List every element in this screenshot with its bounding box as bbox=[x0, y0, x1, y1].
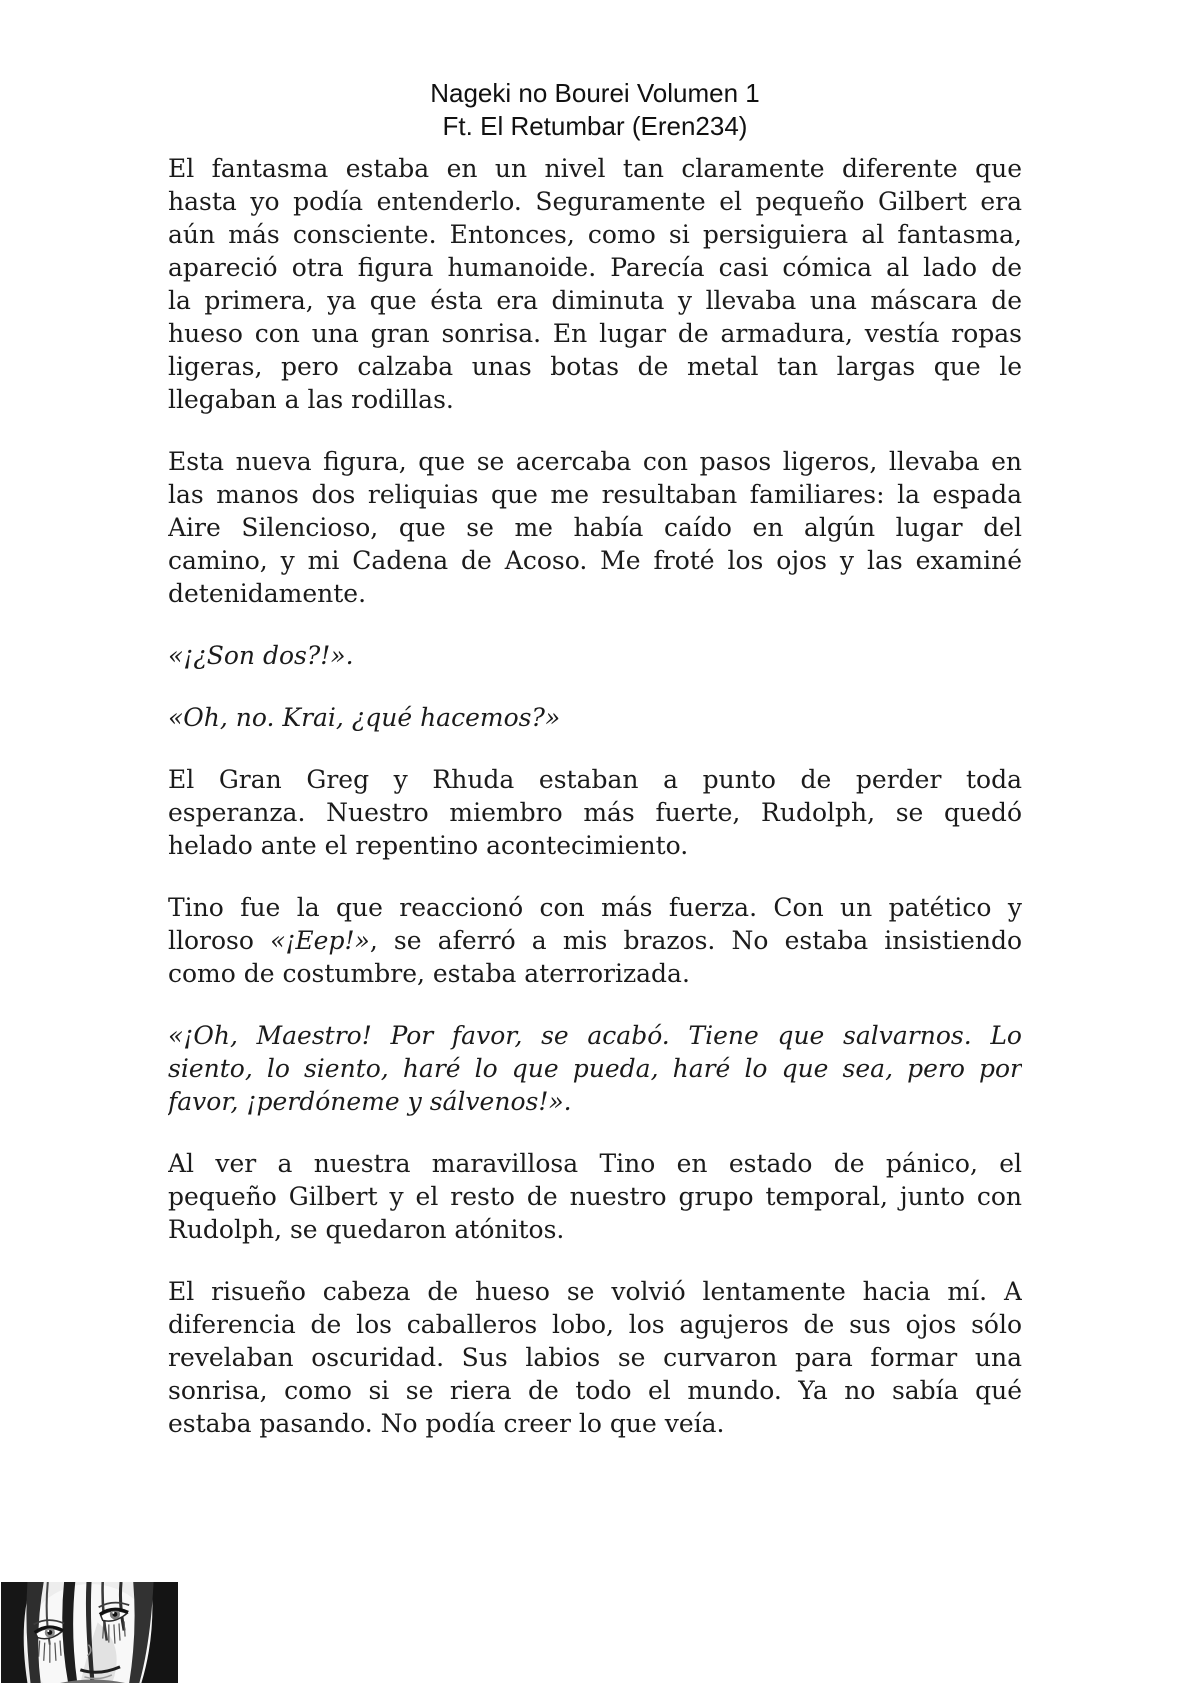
paragraph bbox=[168, 1275, 1022, 1440]
text-line bbox=[168, 577, 1022, 610]
text-segment: Rudolph, se quedaron atónitos. bbox=[168, 1215, 565, 1244]
text-segment: la primera, ya que ésta era diminuta y llevaba una máscara de bbox=[168, 286, 1022, 315]
text-line bbox=[168, 891, 1022, 924]
text-segment: Al ver a nuestra maravillosa Tino en estado de pánico, el bbox=[168, 1149, 1022, 1178]
text-segment: apareció otra figura humanoide. Parecía casi cómica al lado de bbox=[168, 253, 1022, 282]
text-segment: «Oh, no. Krai, ¿qué hacemos?» bbox=[168, 703, 561, 732]
text-line bbox=[168, 383, 1022, 416]
text-line bbox=[168, 796, 1022, 829]
text-segment: El Gran Greg y Rhuda estaban a punto de perder toda bbox=[168, 765, 1022, 794]
text-segment: llegaban a las rodillas. bbox=[168, 385, 454, 414]
text-column bbox=[168, 77, 1022, 1440]
text-line bbox=[168, 350, 1022, 383]
text-segment: esperanza. Nuestro miembro más fuerte, Rudolph, se quedó bbox=[168, 798, 1022, 827]
text-segment: «¡Eep!» bbox=[270, 926, 370, 955]
text-line bbox=[168, 1374, 1022, 1407]
text-segment: detenidamente. bbox=[168, 579, 367, 608]
text-line bbox=[168, 284, 1022, 317]
text-line bbox=[168, 1407, 1022, 1440]
text-segment: , se aferró a mis brazos. No estaba insistiendo bbox=[369, 926, 1022, 955]
text-line bbox=[168, 1275, 1022, 1308]
text-segment: «¡¿Son dos?!». bbox=[168, 641, 354, 670]
text-segment: favor, ¡perdóneme y sálvenos!». bbox=[168, 1087, 572, 1116]
text-line bbox=[168, 829, 1022, 862]
text-line bbox=[168, 1308, 1022, 1341]
text-line bbox=[168, 544, 1022, 577]
text-line bbox=[168, 511, 1022, 544]
paragraph bbox=[168, 445, 1022, 610]
text-line bbox=[168, 317, 1022, 350]
text-line bbox=[168, 251, 1022, 284]
text-segment: sonrisa, como si se riera de todo el mundo. Ya no sabía qué bbox=[168, 1376, 1022, 1405]
text-segment: ligeras, pero calzaba unas botas de metal tan largas que le bbox=[168, 352, 1022, 381]
text-line bbox=[168, 1052, 1022, 1085]
text-segment: hasta yo podía entenderlo. Seguramente el pequeño Gilbert era bbox=[168, 187, 1022, 216]
text-line bbox=[168, 1341, 1022, 1374]
text-segment: «¡Oh, Maestro! Por favor, se acabó. Tiene que salvarnos. Lo bbox=[168, 1021, 1022, 1050]
text-line bbox=[168, 185, 1022, 218]
text-segment: las manos dos reliquias que me resultaban familiares: la espada bbox=[168, 480, 1022, 509]
text-line bbox=[168, 152, 1022, 185]
body-text bbox=[168, 152, 1022, 1440]
text-line bbox=[168, 1213, 1022, 1246]
paragraph bbox=[168, 1019, 1022, 1118]
paragraph bbox=[168, 701, 1022, 734]
text-segment: pequeño Gilbert y el resto de nuestro grupo temporal, junto con bbox=[168, 1182, 1022, 1211]
text-segment: revelaban oscuridad. Sus labios se curvaron para formar una bbox=[168, 1343, 1022, 1372]
text-segment: diferencia de los caballeros lobo, los agujeros de sus ojos sólo bbox=[168, 1310, 1022, 1339]
text-segment: Tino fue la que reaccionó con más fuerza. Con un patético y bbox=[168, 893, 1022, 922]
text-segment: camino, y mi Cadena de Acoso. Me froté los ojos y las examiné bbox=[168, 546, 1022, 575]
paragraph bbox=[168, 1147, 1022, 1246]
text-line bbox=[168, 1085, 1022, 1118]
paragraph bbox=[168, 891, 1022, 990]
text-line bbox=[168, 1019, 1022, 1052]
text-segment: siento, lo siento, haré lo que pueda, haré lo que sea, pero por bbox=[168, 1054, 1022, 1083]
text-line bbox=[168, 1180, 1022, 1213]
manga-face-image bbox=[1, 1582, 178, 1683]
text-segment: Aire Silencioso, que se me había caído en algún lugar del bbox=[168, 513, 1022, 542]
text-line bbox=[168, 1147, 1022, 1180]
text-line bbox=[168, 701, 1022, 734]
text-line bbox=[168, 478, 1022, 511]
text-segment: lloroso bbox=[168, 926, 271, 955]
footer-artwork bbox=[1, 1582, 178, 1683]
paragraph bbox=[168, 152, 1022, 416]
text-segment: helado ante el repentino acontecimiento. bbox=[168, 831, 689, 860]
text-line bbox=[168, 957, 1022, 990]
document-header bbox=[168, 77, 1022, 143]
text-segment: El risueño cabeza de hueso se volvió lentamente hacia mí. A bbox=[168, 1277, 1022, 1306]
text-line bbox=[168, 924, 1022, 957]
doc-subtitle: Ft. El Retumbar (Eren234) bbox=[442, 111, 748, 141]
text-line bbox=[168, 218, 1022, 251]
paragraph bbox=[168, 763, 1022, 862]
text-segment: hueso con una gran sonrisa. En lugar de armadura, vestía ropas bbox=[168, 319, 1022, 348]
text-segment: estaba pasando. No podía creer lo que veía. bbox=[168, 1409, 725, 1438]
text-segment: El fantasma estaba en un nivel tan claramente diferente que bbox=[168, 154, 1022, 183]
text-segment: como de costumbre, estaba aterrorizada. bbox=[168, 959, 690, 988]
text-line bbox=[168, 445, 1022, 478]
paragraph bbox=[168, 639, 1022, 672]
text-line bbox=[168, 763, 1022, 796]
text-segment: aún más consciente. Entonces, como si persiguiera al fantasma, bbox=[168, 220, 1022, 249]
text-line bbox=[168, 639, 1022, 672]
text-segment: Esta nueva figura, que se acercaba con pasos ligeros, llevaba en bbox=[168, 447, 1022, 476]
doc-title: Nageki no Bourei Volumen 1 bbox=[430, 78, 760, 108]
